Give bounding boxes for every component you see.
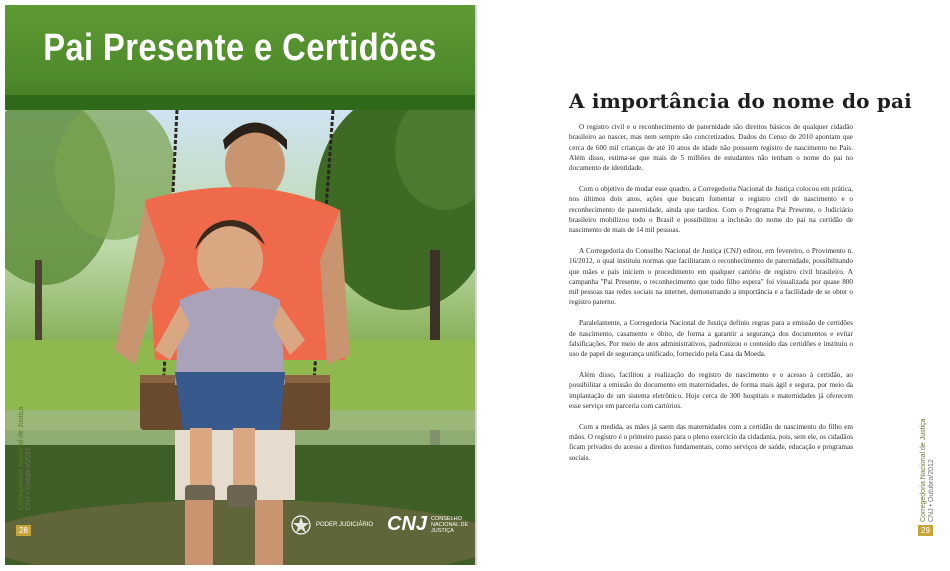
poder-judiciario-text: PODER JUDICIÁRIO (316, 521, 374, 528)
footer-logos (290, 513, 471, 536)
article-paragraph: Com o objetivo de mudar esse quadro, a Corregedoria Nacional de Justiça colocou em prática, nos últimos dois anos, ações que buscam fomentar o registro civil de nascimento e o reconhecimento de paternidade, ainda que tardios. Com o Programa Pai Presente, o Judiciário brasileiro mobilizou todo o Brasil e possibilitou a inclusão do nome do pai na certidão de nascimento de mais de 14 mil pessoas. (569, 184, 853, 235)
article-paragraph: O registro civil e o reconhecimento de paternidade são direitos básicos de qualquer cidadão brasileiro ao nascer, mas nem sempre são concretizados. Dados do Censo de 2010 apontam que cerca de 600 mil crianças de até 10 anos de idade não possuem registro de nascimento no País. Além disso, estima-se que mais de 5 milhões de estudantes não tenham o nome do pai no documento de identidade. (569, 123, 853, 173)
right-page-number: 29 (918, 525, 933, 536)
left-page-number: 28 (16, 525, 31, 536)
article-paragraph: Com a medida, as mães já saem das maternidades com a certidão de nascimento do filho em mãos. O registro é o primeiro passo para o pleno exercício da cidadania, pois, sem ele, os cidadãos ficam privados do acesso a direitos fundamentais, como serviços de saúde, educação e programas sociais. (569, 422, 853, 462)
article-heading: A importância do nome do pai (569, 89, 912, 113)
father-son-swing-photo (5, 110, 475, 565)
title-banner (5, 5, 475, 110)
left-side-label (18, 407, 32, 511)
article-paragraph: Além disso, facilitou a realização do registro de nascimento e o acesso à certidão, ao possibilitar a emissão do documento em maternidades, de forma mais ágil e segura, por meio da implantação de um sistema eletrônico. Hoje cerca de 300 hospitais e maternidades já oferecem esse serviço em parceria com cartórios. (569, 370, 853, 410)
article-body (569, 122, 853, 473)
banner-title: Pai Presente e Certidões (43, 27, 437, 69)
right-side-label-line2: CNJ • Outubro/2012 (928, 459, 935, 522)
left-page (5, 5, 475, 565)
cnj-logo (387, 513, 471, 536)
right-side-label-line1: Corregedoria Nacional de Justiça (920, 418, 927, 522)
cnj-mark: CNJ (387, 513, 428, 535)
left-side-label-line1: Corregedoria Nacional de Justiça (18, 406, 25, 510)
left-side-label-line2: CNJ • Outubro/2012 (25, 447, 32, 510)
article-paragraph: A Corregedoria do Conselho Nacional de Justiça (CNJ) editou, em fevereiro, o Provimento n. 16/2012, o qual instituiu normas que facilitaram o reconhecimento de paternidade, possibilitando que mães e pais iniciem o procedimento em qualquer cartório de registro civil brasileiro. A campanha "Pai Presente, o reconhecimento que todo filho espera" foi visualizada por quase 800 mil pessoas nas redes sociais na internet, demonstrando a importância e a facilidade de se obter o registro paterno. (569, 246, 853, 307)
poder-judiciario-logo (290, 514, 373, 536)
banner-strip (5, 95, 475, 110)
right-side-label (920, 419, 936, 523)
coat-of-arms-icon (290, 514, 312, 536)
article-paragraph: Paralelamente, a Corregedoria Nacional de Justiça definiu regras para a emissão de certidões de nascimento, casamento e óbito, de forma a garantir a segurança dos documentos e evitar falsificações. Por meio de atos administrativos, padronizou o conteúdo das certidões e instituiu o uso de papel de segurança unificado, fornecido pela Casa da Moeda. (569, 319, 853, 359)
photo-illustration (5, 110, 475, 565)
cnj-subtitle: CONSELHO NACIONAL DE JUSTIÇA (431, 515, 469, 534)
